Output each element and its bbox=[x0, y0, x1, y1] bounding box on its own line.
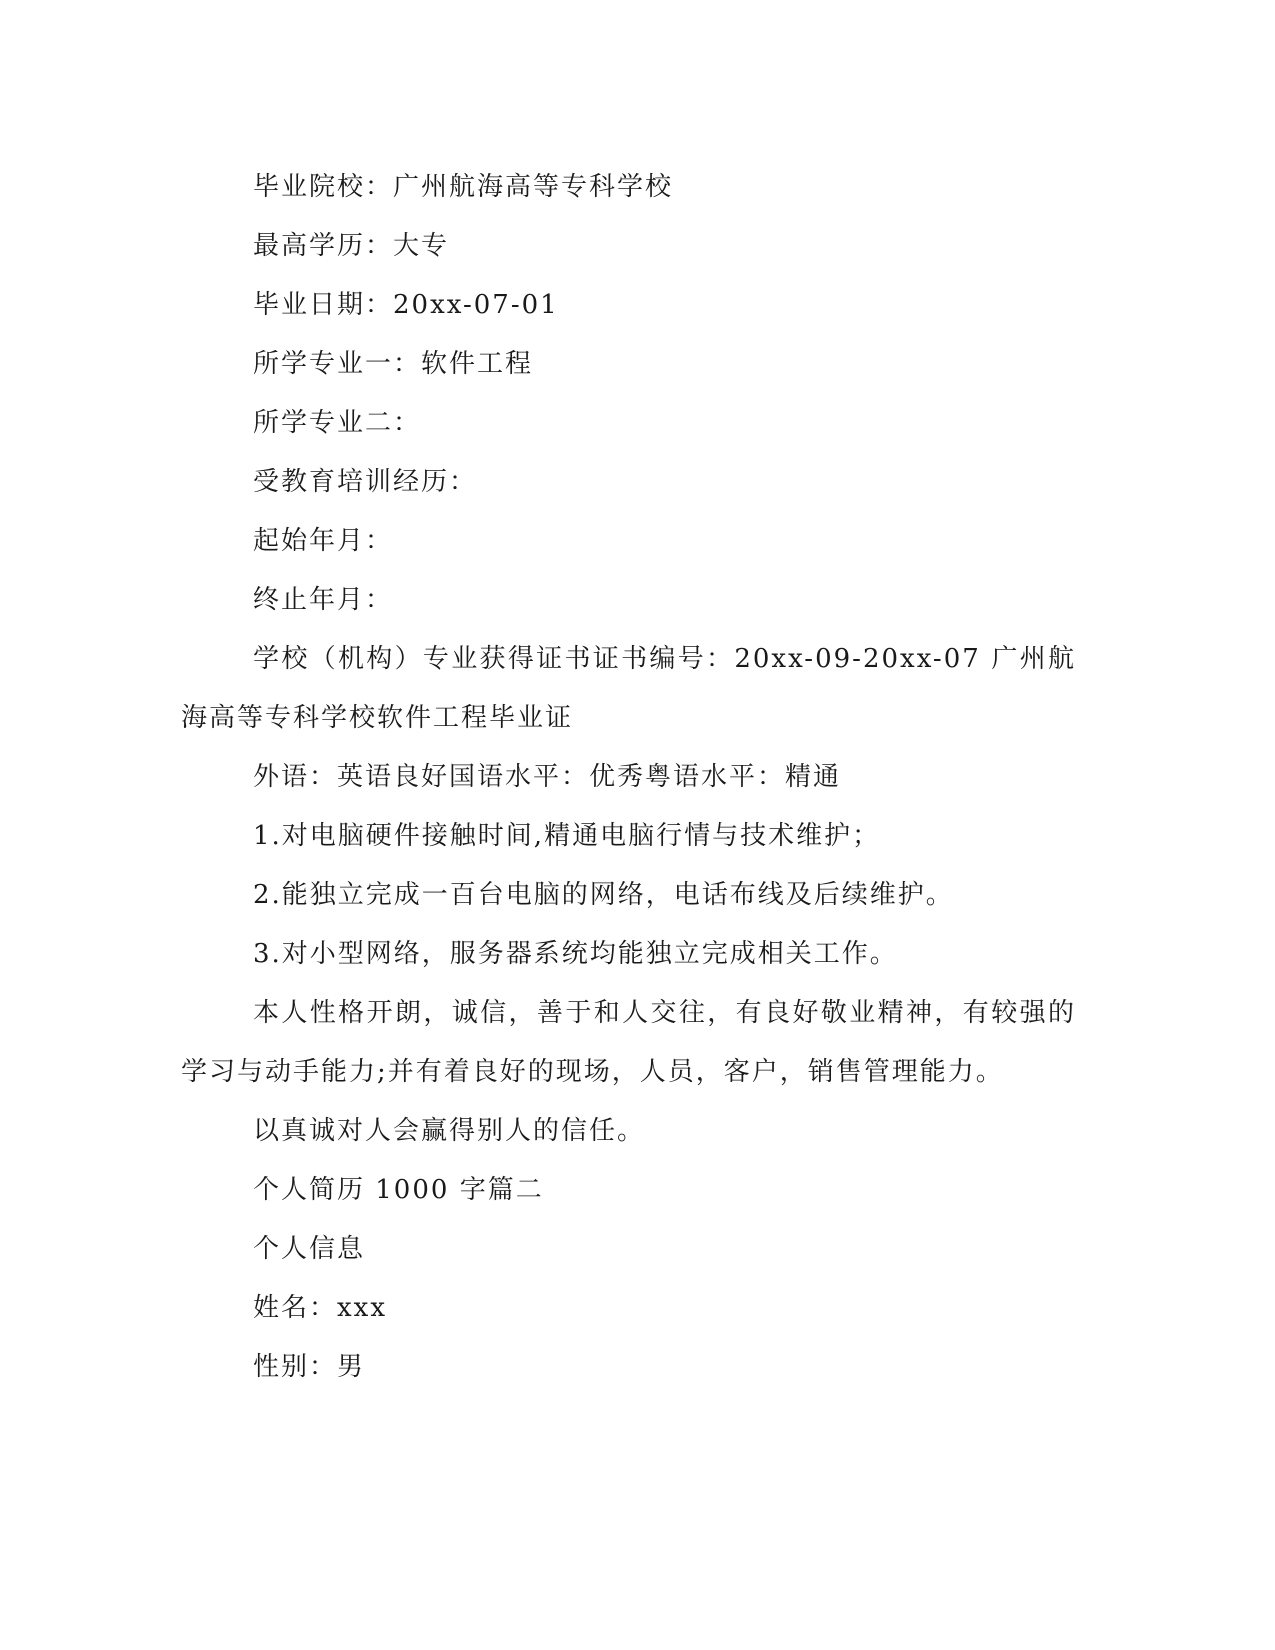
section-heading: 个人简历 1000 字篇二 bbox=[253, 1175, 544, 1205]
major-one: 所学专业一：软件工程 bbox=[253, 349, 534, 379]
self-evaluation: 本人性格开朗，诚信，善于和人交往，有良好敬业精神，有较强的学习与动手能力;并有着良好的现场，人员，客户，销售管理能力。 bbox=[181, 998, 1076, 1087]
sincerity-statement: 以真诚对人会赢得别人的信任。 bbox=[253, 1116, 646, 1146]
graduation-school: 毕业院校：广州航海高等专科学校 bbox=[253, 172, 674, 202]
major-two: 所学专业二： bbox=[253, 408, 422, 438]
graduation-date: 毕业日期：20xx-07-01 bbox=[253, 290, 559, 320]
certificate-paragraph: 学校（机构）专业获得证书证书编号：20xx-09-20xx-07 广州航海高等专科学校软件工程毕业证 bbox=[181, 644, 1076, 733]
language-skills: 外语：英语良好国语水平：优秀粤语水平：精通 bbox=[253, 762, 842, 792]
highest-education: 最高学历：大专 bbox=[253, 231, 450, 261]
education-history-heading: 受教育培训经历： bbox=[253, 467, 478, 497]
start-date: 起始年月： bbox=[253, 526, 394, 556]
skill-item-1: 1.对电脑硬件接触时间,精通电脑行情与技术维护； bbox=[253, 821, 881, 851]
skill-item-2: 2.能独立完成一百台电脑的网络，电话布线及后续维护。 bbox=[253, 880, 954, 910]
personal-info-heading: 个人信息 bbox=[253, 1234, 366, 1264]
skill-item-3: 3.对小型网络，服务器系统均能独立完成相关工作。 bbox=[253, 939, 898, 969]
name-field: 姓名：xxx bbox=[253, 1293, 387, 1323]
gender-field: 性别：男 bbox=[253, 1352, 366, 1382]
document-body bbox=[181, 158, 1076, 1397]
end-date: 终止年月： bbox=[253, 585, 394, 615]
